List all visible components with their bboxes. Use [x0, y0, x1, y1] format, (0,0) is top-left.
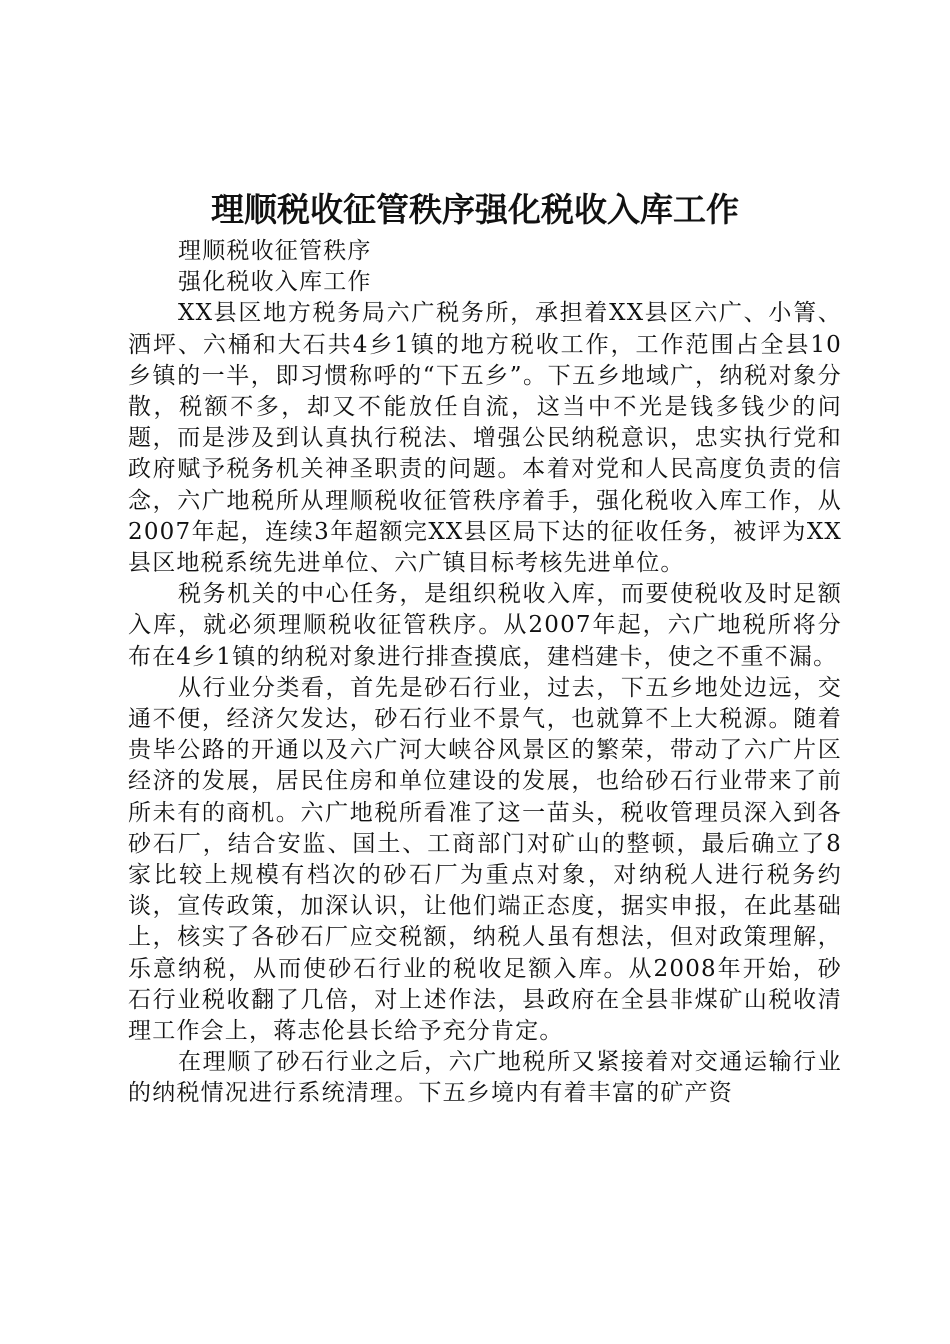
paragraph-1: XX县区地方税务局六广税务所，承担着XX县区六广、小箐、洒坪、六桶和大石共4乡1镇的地方税收工作，工作范围占全县10乡镇的一半，即习惯称呼的“下五乡”。下五乡地域广，纳税对象分散，税额不多，却又不能放任自流，这当中不光是钱多钱少的问题，而是涉及到认真执行税法、增强公民纳税意识，忠实执行党和政府赋予税务机关神圣职责的问题。本着对党和人民高度负责的信念，六广地税所从理顺税收征管秩序着手，强化税收入库工作，从2007年起，连续3年超额完XX县区局下达的征收任务，被评为XX县区地税系统先进单位、六广镇目标考核先进单位。	[128, 300, 842, 577]
document-body	[128, 236, 842, 1110]
paragraph-4: 在理顺了砂石行业之后，六广地税所又紧接着对交通运输行业的纳税情况进行系统清理。下五乡境内有着丰富的矿产资	[128, 1049, 842, 1107]
paragraph-2: 税务机关的中心任务，是组织税收入库，而要使税收及时足额入库，就必须理顺税收征管秩序。从2007年起，六广地税所将分布在4乡1镇的纳税对象进行排查摸底，建档建卡，使之不重不漏。	[128, 581, 842, 670]
subtitle-line-2: 强化税收入库工作	[178, 269, 372, 296]
document-title: 理顺税收征管秩序强化税收入库工作	[211, 190, 739, 229]
subtitle-line-1: 理顺税收征管秩序	[178, 238, 372, 264]
paragraph-3: 从行业分类看，首先是砂石行业，过去，下五乡地处边远，交通不便，经济欠发达，砂石行业不景气，也就算不上大税源。随着贵毕公路的开通以及六广河大峡谷风景区的繁荣，带动了六广片区经济的发展，居民住房和单位建设的发展，也给砂石行业带来了前所未有的商机。六广地税所看准了这一苗头，税收管理员深入到各砂石厂，结合安监、国土、工商部门对矿山的整顿，最后确立了8家比较上规模有档次的砂石厂为重点对象，对纳税人进行税务约谈，宣传政策，加深认识，让他们端正态度，据实申报，在此基础上，核实了各砂石厂应交税额，纳税人虽有想法，但对政策理解，乐意纳税，从而使砂石行业的税收足额入库。从2008年开始，砂石行业税收翻了几倍，对上述作法，县政府在全县非煤矿山税收清理工作会上，蒋志伦县长给予充分肯定。	[128, 674, 842, 1045]
